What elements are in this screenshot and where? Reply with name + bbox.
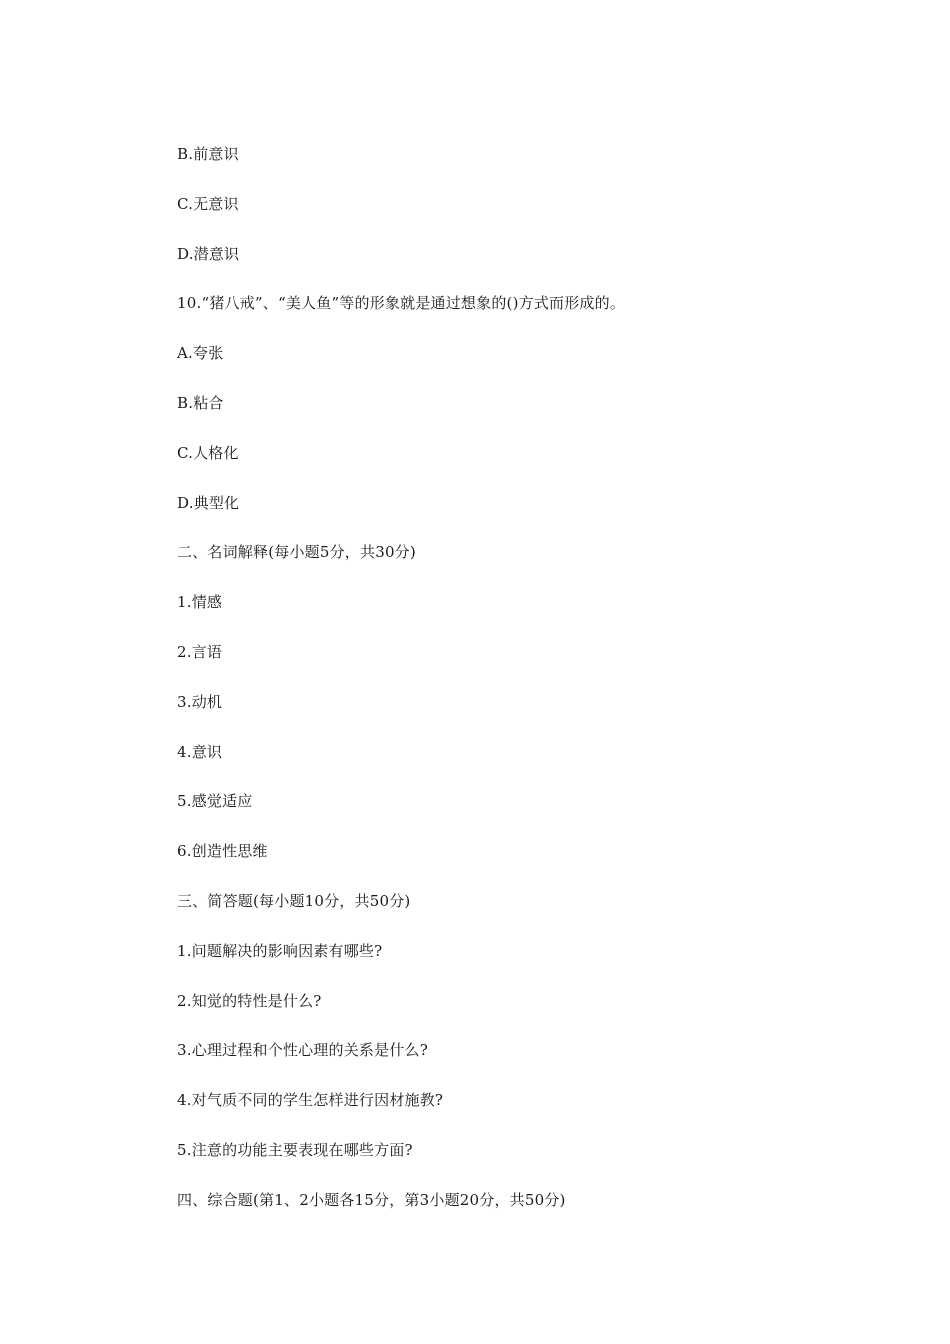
short-answer-3: 3.心理过程和个性心理的关系是什么? [177, 1041, 428, 1060]
option-a-exaggeration: A.夸张 [177, 344, 224, 363]
short-answer-2: 2.知觉的特性是什么? [177, 991, 322, 1010]
option-d-typification: D.典型化 [177, 493, 240, 512]
section-4-heading: 四、综合题(第1、2小题各15分，第3小题20分，共50分) [177, 1190, 566, 1209]
option-c-unconscious: C.无意识 [177, 194, 239, 213]
short-answer-5: 5.注意的功能主要表现在哪些方面? [177, 1140, 413, 1159]
term-5: 5.感觉适应 [177, 792, 253, 811]
term-4: 4.意识 [177, 742, 223, 761]
short-answer-4: 4.对气质不同的学生怎样进行因材施教? [177, 1091, 444, 1110]
question-10: 10.“猪八戒”、“美人鱼”等的形象就是通过想象的()方式而形成的。 [177, 294, 626, 313]
document-text-block [177, 142, 877, 1238]
short-answer-1: 1.问题解决的影响因素有哪些? [177, 941, 383, 960]
option-d-subconscious: D.潜意识 [177, 244, 240, 263]
section-3-heading: 三、简答题(每小题10分，共50分) [177, 891, 411, 910]
term-3: 3.动机 [177, 692, 223, 711]
option-c-personification: C.人格化 [177, 443, 239, 462]
term-6: 6.创造性思维 [177, 842, 268, 861]
option-b-preconscious: B.前意识 [177, 145, 239, 163]
section-2-heading: 二、名词解释(每小题5分，共30分) [177, 543, 416, 562]
option-b-agglutination: B.粘合 [177, 393, 224, 412]
term-1: 1.情感 [177, 593, 223, 612]
term-2: 2.言语 [177, 642, 223, 661]
